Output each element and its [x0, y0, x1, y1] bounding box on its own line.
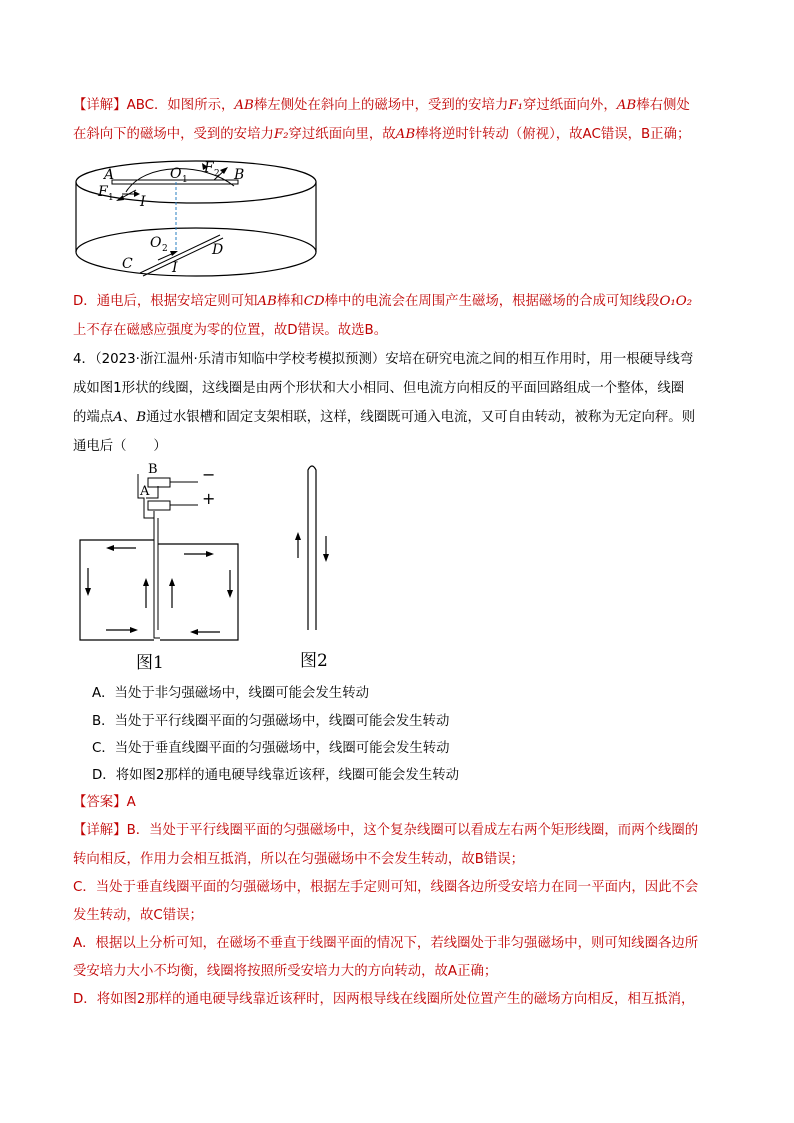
question-4-line-3: 的端点A、B通过水银槽和固定支架相联，这样，线圈既可通入电流，又可自由转动，被称为无定向秤。则 [73, 410, 696, 425]
question-4-line-4: 通电后（ ） [73, 439, 167, 454]
question-4-line-2: 成如图1形状的线圈，这线圈是由两个形状和大小相同、但电流方向相反的平面回路组成一个整体，线圈 [73, 381, 685, 396]
answer-line [73, 794, 136, 812]
question-4-line-1: 4．（2023·浙江温州·乐清市知临中学校考模拟预测）安培在研究电流之间的相互作用时，用一根硬导线弯 [73, 352, 694, 367]
label-D: D [212, 242, 224, 258]
option-a: A．当处于非匀强磁场中，线圈可能会发生转动 [92, 686, 369, 701]
detail-line-1: 【详解】ABC．如图所示，AB棒左侧处在斜向上的磁场中，受到的安培力F₁穿过纸面向外，AB棒右侧处 [73, 98, 690, 113]
label-B: B [234, 167, 245, 183]
label-terminal-B: B [148, 462, 158, 477]
detail-tag: 【详解】 [73, 98, 127, 113]
detail-d-line-2: 上不存在磁感应强度为零的位置，故D错误。故选B。 [73, 323, 388, 338]
label-plus: + [202, 489, 216, 508]
explanation-line-4: 发生转动，故C错误； [73, 908, 203, 923]
caption-figure-1: 图1 [136, 653, 164, 673]
label-O1: O [170, 166, 182, 182]
explanation-line-3: C．当处于垂直线圈平面的匀强磁场中，根据左手定则可知，线圈各边所受安培力在同一平面内，因此不会 [73, 880, 699, 895]
label-F2: F [204, 160, 214, 176]
label-A: A [104, 167, 115, 183]
explanation-line-5: A．根据以上分析可知，在磁场不垂直于线圈平面的情况下，若线圈处于非匀强磁场中，则可知线圈各边所 [73, 936, 699, 951]
label-I-bottom: I [172, 260, 178, 276]
option-b: B．当处于平行线圈平面的匀强磁场中，线圈可能会发生转动 [92, 714, 450, 729]
svg-text:2: 2 [162, 244, 168, 254]
caption-figure-2: 图2 [300, 651, 328, 671]
option-c: C．当处于垂直线圈平面的匀强磁场中，线圈可能会发生转动 [92, 741, 450, 756]
svg-text:2: 2 [214, 169, 220, 179]
detail-line-2: 在斜向下的磁场中，受到的安培力F₂穿过纸面向里，故AB棒将逆时针转动（俯视），故AC错误，B正确； [73, 127, 691, 142]
coil-diagrams [76, 458, 346, 673]
svg-text:1: 1 [108, 193, 114, 203]
label-O2: O [150, 235, 162, 251]
svg-text:1: 1 [182, 175, 188, 185]
cylinder-diagram [74, 152, 318, 282]
explanation-line-2: 转向相反，作用力会相互抵消，所以在匀强磁场中不会发生转动，故B错误； [73, 852, 525, 867]
label-I-top: I [140, 194, 146, 210]
option-d: D．将如图2那样的通电硬导线靠近该秤，线圈可能会发生转动 [92, 768, 459, 783]
answer-tag: 【答案】 [73, 795, 127, 810]
label-F1: F [98, 184, 108, 200]
explanation-line-7: D．将如图2那样的通电硬导线靠近该秤时，因两根导线在线圈所处位置产生的磁场方向相反，相互抵消， [73, 992, 695, 1007]
detail-d-line-1: D．通电后，根据安培定则可知AB棒和CD棒中的电流会在周围产生磁场，根据磁场的合成可知线段O₁O₂ [73, 294, 693, 309]
label-terminal-A: A [140, 484, 150, 499]
label-C: C [122, 256, 133, 272]
answer-value: A [126, 795, 136, 810]
label-minus: − [202, 465, 216, 484]
explanation-line-6: 受安培力大小不均衡，线圈将按照所受安培力大的方向转动，故A正确； [73, 964, 498, 979]
explanation-line-1: 【详解】B．当处于平行线圈平面的匀强磁场中，这个复杂线圈可以看成左右两个矩形线圈，而两个线圈的 [73, 823, 699, 838]
